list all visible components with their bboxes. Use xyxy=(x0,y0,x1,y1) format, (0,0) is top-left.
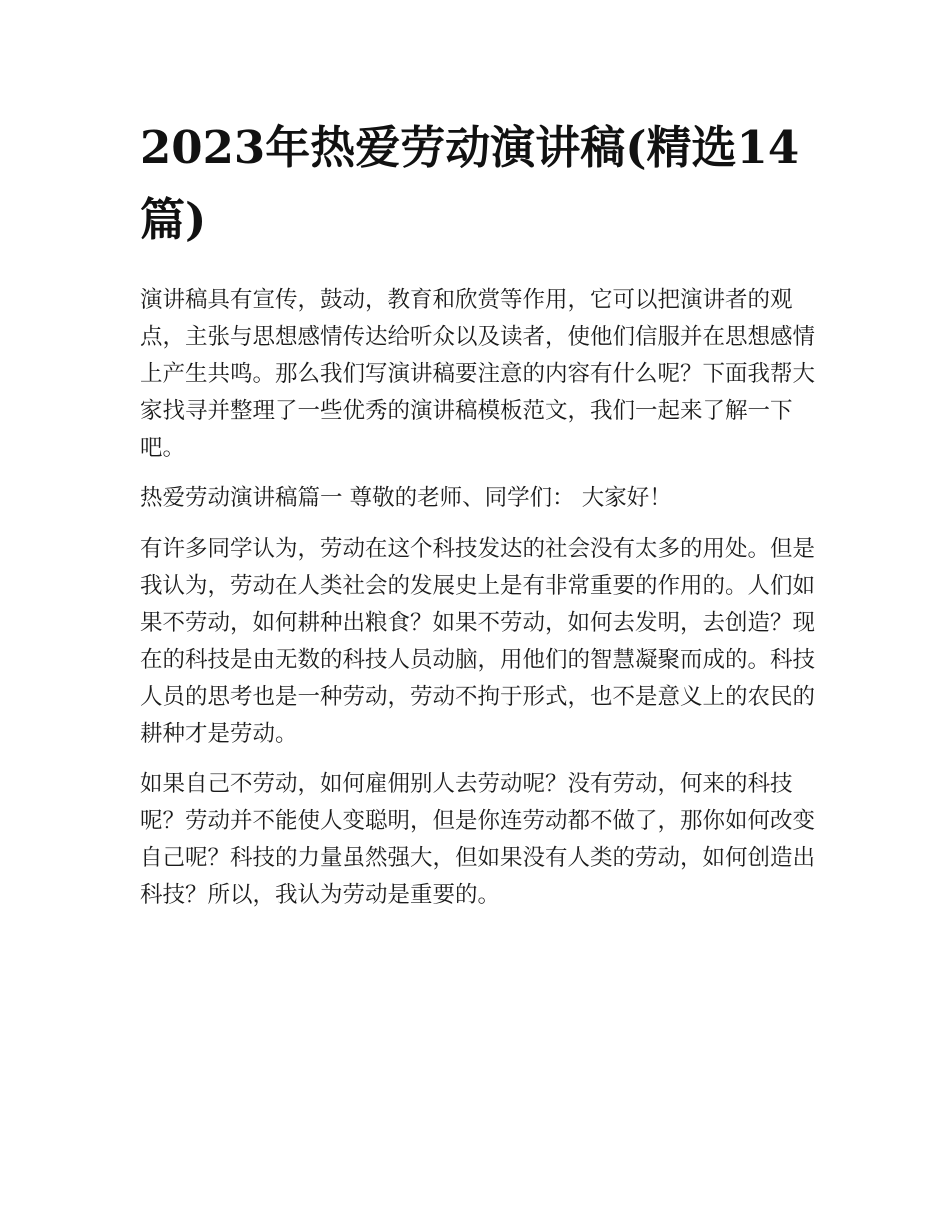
intro-paragraph: 演讲稿具有宣传，鼓动，教育和欣赏等作用，它可以把演讲者的观点，主张与思想感情传达给听众以及读者，使他们信服并在思想感情上产生共鸣。那么我们写演讲稿要注意的内容有什么呢？下面我帮大家找寻并整理了一些优秀的演讲稿模板范文，我们一起来了解一下吧。 xyxy=(140,287,816,461)
document-title: 2023年热爱劳动演讲稿(精选14篇) xyxy=(140,121,800,246)
body-paragraph: 有许多同学认为，劳动在这个科技发达的社会没有太多的用处。但是我认为，劳动在人类社会的发展史上是有非常重要的作用的。人们如果不劳动，如何耕种出粮食？如果不劳动，如何去发明，去创造？现在的科技是由无数的科技人员动脑，用他们的智慧凝聚而成的。科技人员的思考也是一种劳动，劳动不拘于形式，也不是意义上的农民的耕种才是劳动。 xyxy=(140,535,816,747)
section-heading-line: 热爱劳动演讲稿篇一 尊敬的老师、同学们： 大家好！ xyxy=(140,485,672,512)
body-paragraph: 如果自己不劳动，如何雇佣别人去劳动呢？没有劳动，何来的科技呢？劳动并不能使人变聪明，但是你连劳动都不做了，那你如何改变自己呢？科技的力量虽然强大，但如果没有人类的劳动，如何创造出科技？所以，我认为劳动是重要的。 xyxy=(140,771,816,909)
document-body xyxy=(140,282,815,928)
